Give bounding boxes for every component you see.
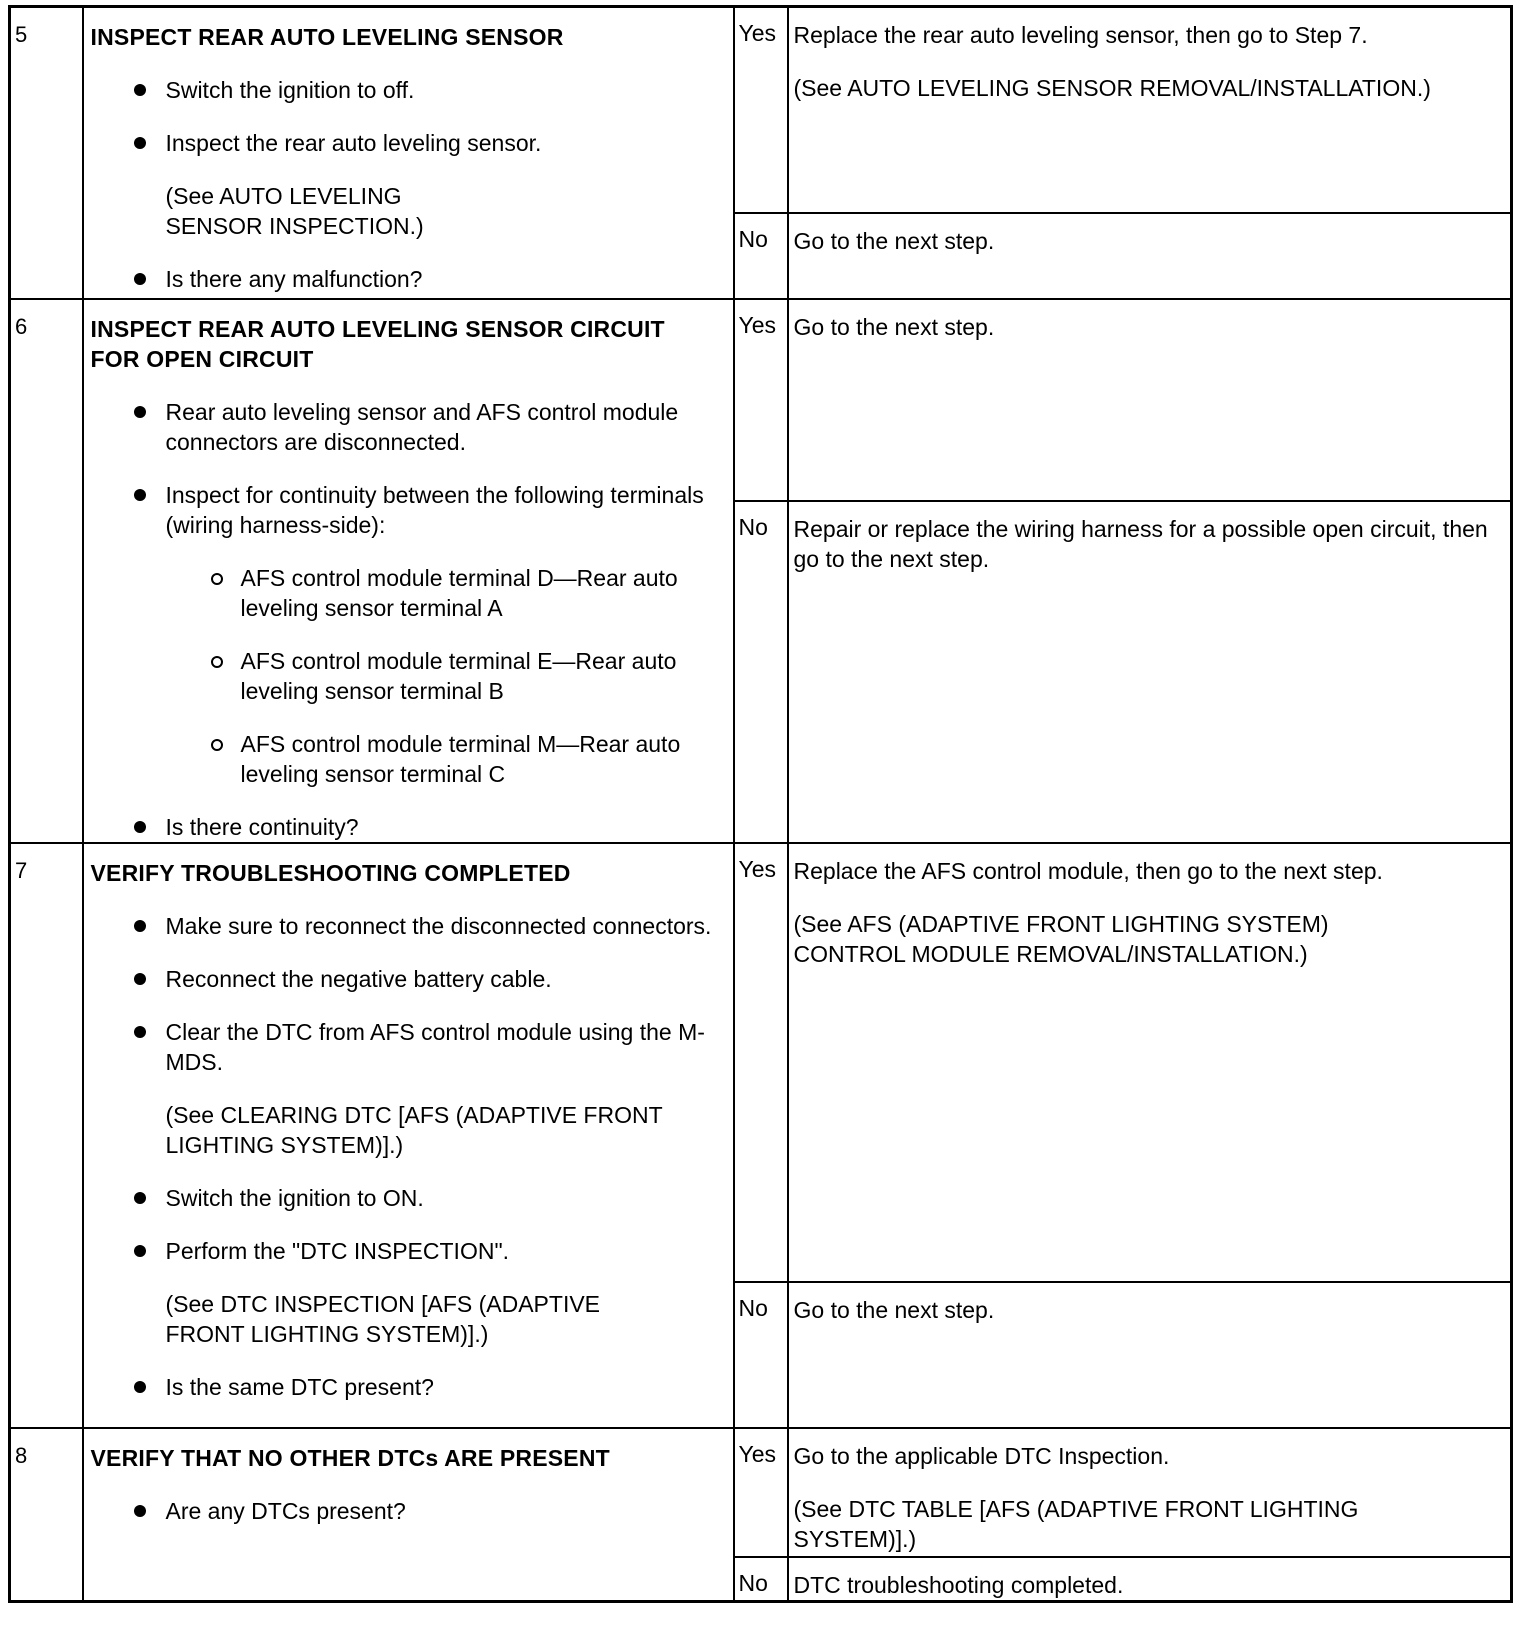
reference-note: (See CLEARING DTC [AFS (ADAPTIVE FRONT LIGHTING SYSTEM)].) [165,1102,663,1158]
yes-action: Go to the applicable DTC Inspection. (See DTC TABLE [AFS (ADAPTIVE FRONT LIGHTING SYSTEM)].) [788,1428,1512,1557]
step-number: 7 [10,843,83,1428]
circle-bullet-icon [211,739,223,751]
bullet-item: Perform the "DTC INSPECTION". [91,1236,713,1266]
sub-bullet-item: AFS control module terminal M—Rear auto leveling sensor terminal C [91,729,713,789]
step-number: 8 [10,1428,83,1602]
bullet-icon [134,1505,146,1517]
question: Is there any malfunction? [91,264,713,298]
step-number: 5 [10,7,83,300]
no-label: No [734,213,788,299]
bullet-icon [134,920,146,932]
step-5-inspection [83,7,734,300]
bullet-icon [134,84,146,96]
bullet-item: Reconnect the negative battery cable. [91,964,713,994]
bullet-item: Make sure to reconnect the disconnected connectors. [91,911,713,941]
circle-bullet-icon [211,656,223,668]
yes-label: Yes [734,843,788,1282]
bullet-icon [134,973,146,985]
no-action: Repair or replace the wiring harness for a possible open circuit, then go to the next step. [788,501,1512,843]
step-5-yes-row [10,7,1512,213]
question: Is the same DTC present? [91,1372,713,1406]
sub-bullet-item: AFS control module terminal D—Rear auto leveling sensor terminal A [91,563,713,623]
reference-note: (See AFS (ADAPTIVE FRONT LIGHTING SYSTEM) CONTROL MODULE REMOVAL/INSTALLATION.) [793,911,1329,967]
step-number: 6 [10,299,83,843]
bullet-icon [134,1245,146,1257]
question: Are any DTCs present? [91,1496,713,1526]
yes-action: Go to the next step. [788,299,1512,501]
no-action: DTC troubleshooting completed. [788,1557,1512,1602]
bullet-item: Switch the ignition to ON. [91,1183,713,1213]
bullet-icon [134,273,146,285]
bullet-icon [134,821,146,833]
yes-label: Yes [734,7,788,213]
bullet-item: Rear auto leveling sensor and AFS control module connectors are disconnected. [91,397,713,457]
reference-note: (See DTC TABLE [AFS (ADAPTIVE FRONT LIGHTING SYSTEM)].) [793,1496,1359,1552]
no-label: No [734,1282,788,1428]
troubleshooting-table [8,5,1513,1603]
no-label: No [734,501,788,843]
step-7-inspection [83,843,734,1428]
no-label: No [734,1557,788,1602]
bullet-item: Clear the DTC from AFS control module using the M-MDS. [91,1017,713,1077]
circle-bullet-icon [211,573,223,585]
bullet-icon [134,1026,146,1038]
reference-note: (See AUTO LEVELING SENSOR REMOVAL/INSTALLATION.) [793,75,1431,101]
step-8-yes-row [10,1428,1512,1557]
yes-label: Yes [734,1428,788,1557]
step-title: VERIFY TROUBLESHOOTING COMPLETED [90,860,571,886]
step-7-yes-row [10,843,1512,1282]
bullet-item: Inspect the rear auto leveling sensor. [91,128,713,158]
bullet-icon [134,137,146,149]
step-title: INSPECT REAR AUTO LEVELING SENSOR CIRCUIT FOR OPEN CIRCUIT [90,316,665,372]
yes-action: Replace the AFS control module, then go to the next step. (See AFS (ADAPTIVE FRONT LIGHTING SYSTEM) CONTROL MODULE REMOVAL/INSTALLATION.) [788,843,1512,1282]
step-title: INSPECT REAR AUTO LEVELING SENSOR [90,24,564,50]
no-action: Go to the next step. [788,1282,1512,1428]
sub-bullet-item: AFS control module terminal E—Rear auto leveling sensor terminal B [91,646,713,706]
step-6-inspection [83,299,734,843]
bullet-icon [134,406,146,418]
question: Is there continuity? [91,812,713,842]
step-6-yes-row [10,299,1512,501]
bullet-item: Inspect for continuity between the following terminals (wiring harness-side): [91,480,713,540]
bullet-icon [134,489,146,501]
bullet-item: Switch the ignition to off. [91,75,713,105]
reference-note: (See AUTO LEVELING SENSOR INSPECTION.) [165,183,424,239]
yes-action: Replace the rear auto leveling sensor, then go to Step 7. (See AUTO LEVELING SENSOR REMOVAL/INSTALLATION.) [788,7,1512,213]
bullet-icon [134,1381,146,1393]
step-title: VERIFY THAT NO OTHER DTCs ARE PRESENT [90,1445,610,1471]
yes-label: Yes [734,299,788,501]
step-8-inspection [83,1428,734,1602]
bullet-icon [134,1192,146,1204]
no-action: Go to the next step. [788,213,1512,299]
reference-note: (See DTC INSPECTION [AFS (ADAPTIVE FRONT LIGHTING SYSTEM)].) [165,1291,601,1347]
